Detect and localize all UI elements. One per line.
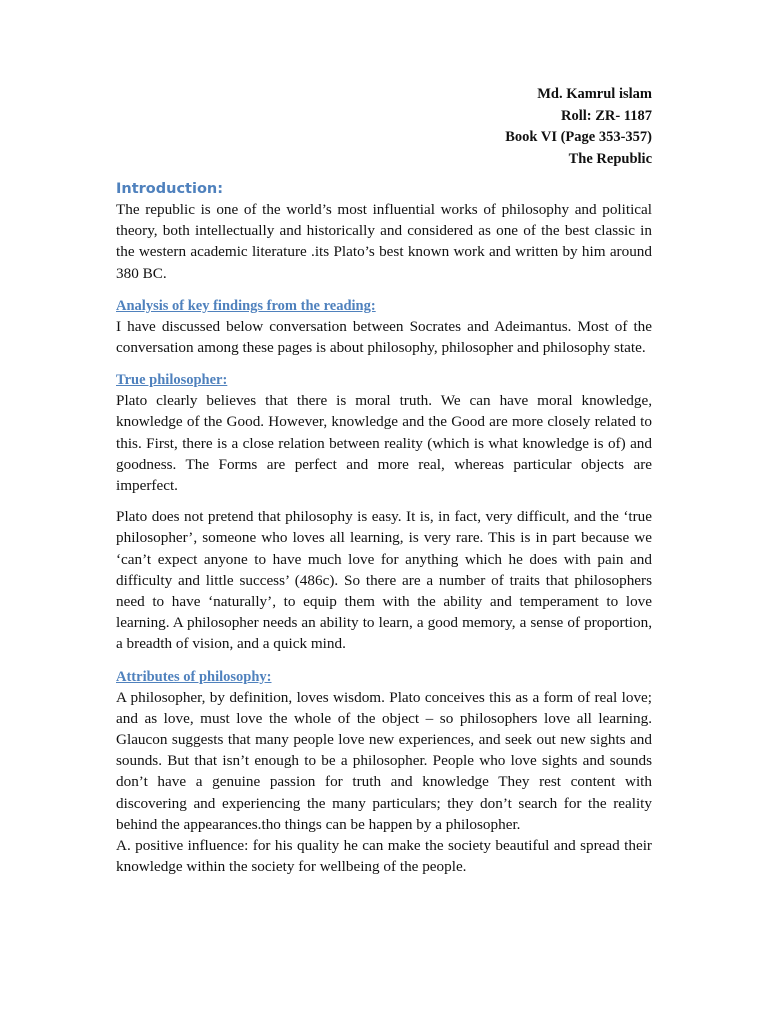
true-philosopher-heading: True philosopher: [116,372,228,389]
attributes-paragraph: A philosopher, by definition, loves wisdom. Plato conceives this as a form of real love; and as love, must love the whole of the object – so philosophers love all learning. Glaucon suggests that many people love new experiences, and seek out new sights and sounds. But that isn’t enough to be a philosopher. People who love sights and sounds don’t have a genuine passion for truth and knowledge They rest content with discovering and experiencing the many particulars; they don’t search for the reality behind the appearances.tho things can be happen by a philosopher. [116,688,652,833]
true-philosopher-paragraph-2: Plato does not pretend that philosophy is easy. It is, in fact, very difficult, and the ‘true philosopher’, someone who loves all learning, is very rare. This is in part because we ‘can’t expect anyone to have much love for anything which he does with pain and difficulty and little success’ (486c). So there are a number of traits that philosophers need to have ‘naturally’, to equip them with the ability and temperament to love learning. A philosopher needs an ability to learn, a good memory, a sense of proportion, a breadth of vision, and a quick mind. [116,508,652,653]
author-name: Md. Kamrul islam [537,86,652,102]
introduction-paragraph: The republic is one of the world’s most influential works of philosophy and political theory, both intellectually and historically and considered as one of the best classic in the western academic literature .its Plato’s best known work and written by him around 380 BC. [116,201,652,282]
attributes-point-a: A. positive influence: for his quality he can make the society beautiful and spread their knowledge within the society for wellbeing of the people. [116,837,652,876]
book-reference: Book VI (Page 353-357) [505,129,652,145]
analysis-paragraph: I have discussed below conversation between Socrates and Adeimantus. Most of the conversation among these pages is about philosophy, philosopher and philosophy state. [116,317,652,357]
document-title: The Republic [568,150,652,167]
true-philosopher-paragraph-1: Plato clearly believes that there is moral truth. We can have moral knowledge, knowledge of the Good. However, knowledge and the Good are more closely related to this. First, there is a close relation between reality (which is what knowledge is of) and goodness. The Forms are perfect and more real, whereas particular objects are imperfect. [116,392,652,495]
analysis-heading: Analysis of key findings from the reading: [116,297,376,314]
roll-number: Roll: ZR- 1187 [560,107,652,124]
introduction-heading: Introduction: [116,181,224,197]
document-header [116,84,652,170]
attributes-heading: Attributes of philosophy: [116,668,272,685]
